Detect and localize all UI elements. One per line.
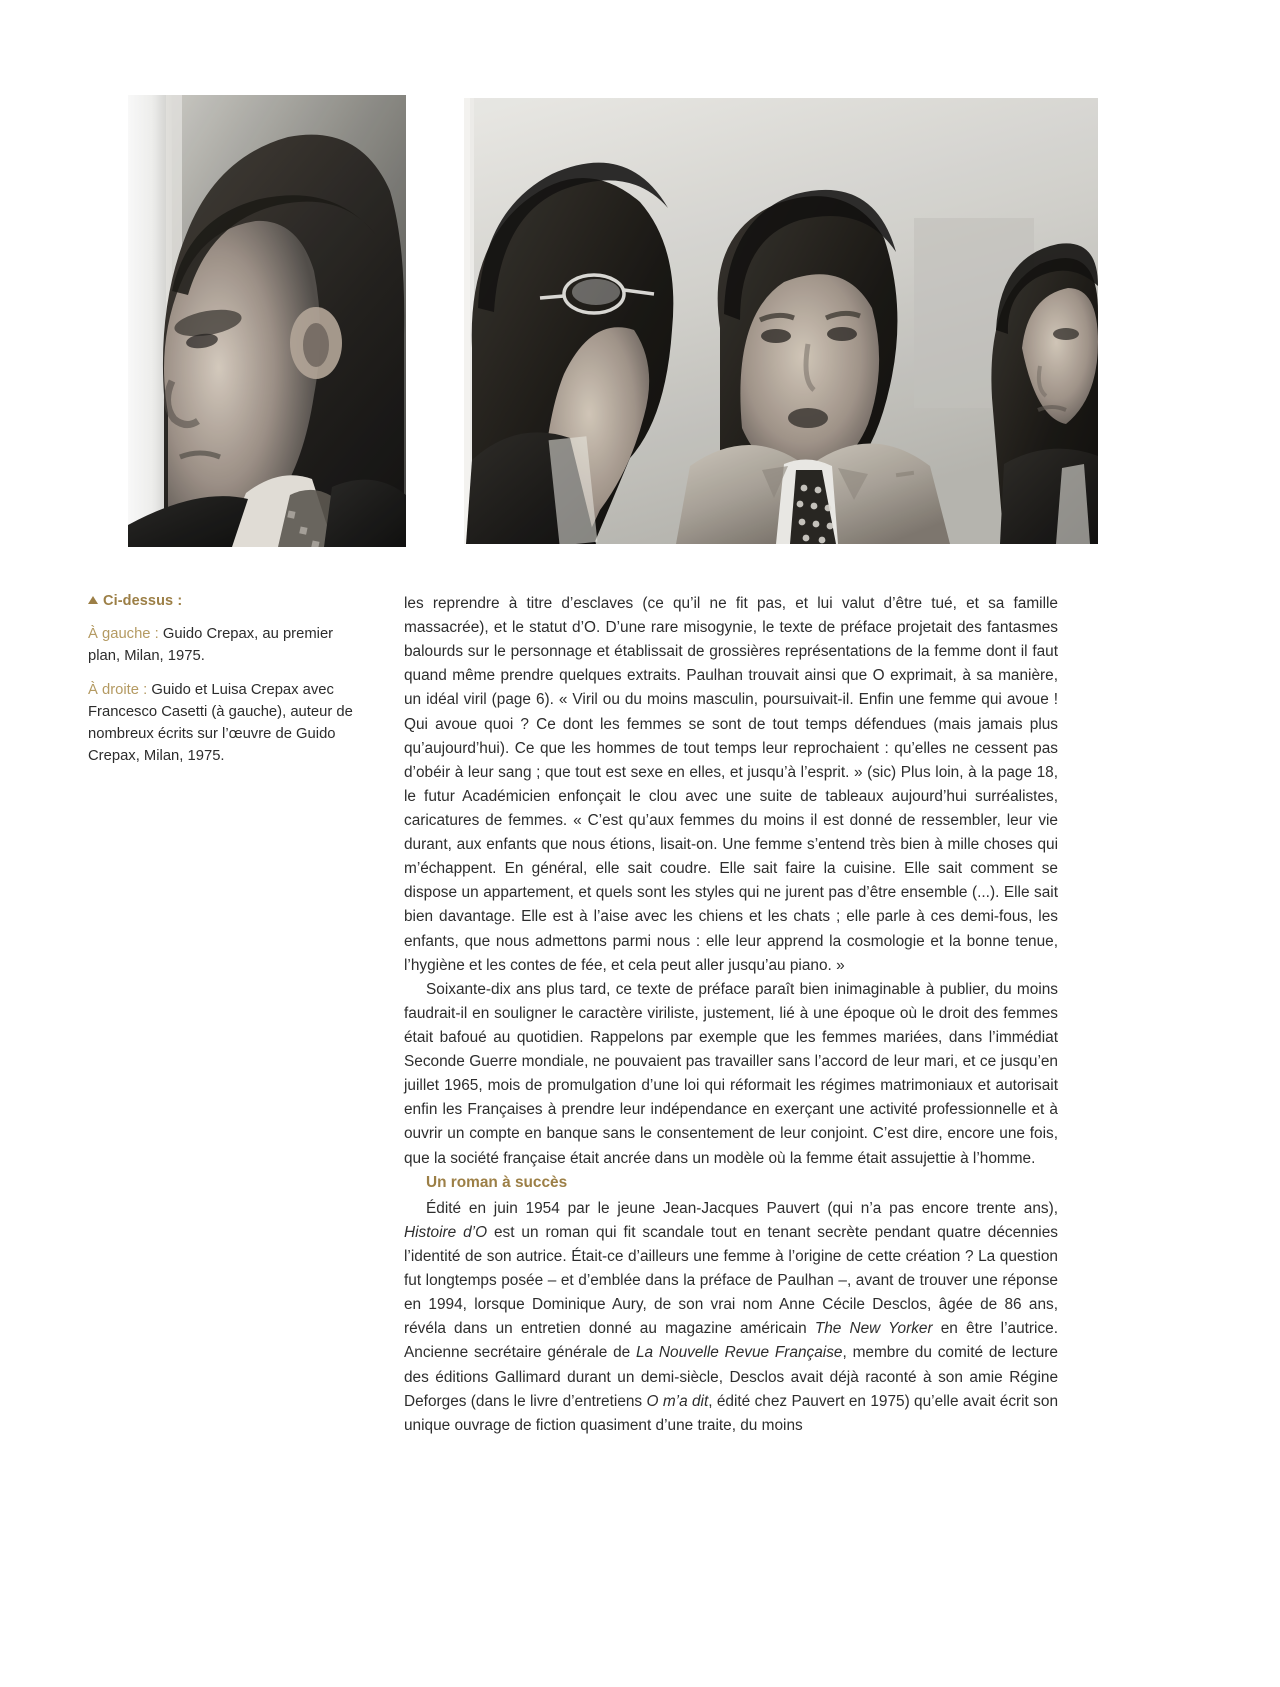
p3-segment-4: , membre du comité de lecture des éditions Gallimard durant un demi-siècle, Desclos avait déjà raconté à son amie Régine Deforges (dans le livre d’entretiens — [404, 1344, 1058, 1410]
caption-entry-left — [88, 624, 356, 668]
photo-right-graphic — [444, 98, 1098, 544]
body-paragraph-3 — [404, 1197, 1058, 1438]
caption-entry-right-text: Guido et Luisa Crepax avec Francesco Casetti (à gauche), auteur de nombreux écrits sur l’œuvre de Guido Crepax, Milan, 1975. — [88, 682, 353, 764]
p3-segment-5: , édité chez Pauvert en 1975) qu’elle avait écrit son unique ouvrage de fiction quasiment d’une traite, du moins — [404, 1392, 1058, 1434]
photo-guido-crepax-profile — [128, 95, 406, 547]
caption-heading-label: Ci-dessus : — [103, 593, 183, 609]
title-histoire-do: Histoire d’O — [404, 1223, 488, 1241]
body-paragraph-2: Soixante-dix ans plus tard, ce texte de préface paraît bien inimaginable à publier, du moins faudrait-il en souligner le caractère viriliste, justement, lié à une époque où le droit des femmes était bafoué au quotidien. Rappelons par exemple que les femmes mariées, dans l’immédiat Seconde Guerre mondiale, ne pouvaient pas travailler sans l’accord de leur mari, et ce jusqu’en juillet 1965, mois de promulgation d’une loi qui réformait les régimes matrimoniaux et autorisait enfin les Françaises à prendre leur indépendance en exerçant une activité professionnelle et à ouvrir un compte en banque sans le consentement de leur conjoint. C’est dire, encore une fois, que la société française était ancrée dans un modèle où la femme était assujettie à l’homme. — [404, 980, 1058, 1167]
caption-entry-left-text: Guido Crepax, au premier plan, Milan, 1975. — [88, 625, 334, 664]
article-body-column — [404, 592, 1058, 1438]
title-the-new-yorker: The New Yorker — [814, 1320, 933, 1338]
triangle-up-icon — [88, 596, 98, 604]
caption-entry-right-lead: À droite : — [88, 682, 148, 699]
p3-segment-3: en être l’autrice. Ancienne secrétaire générale de — [404, 1320, 1058, 1362]
title-nouvelle-revue-francaise: La Nouvelle Revue Française — [636, 1344, 843, 1362]
p3-segment-2: est un roman qui fit scandale tout en tenant secrète pendant quatre décennies l’identité de son autrice. Était-ce d’ailleurs une femme à l’origine de cette création ? La question fut longtemps posée – et d’emblée dans la préface de Paulhan –, avant de trouver une réponse en 1994, lorsque Dominique Aury, de son vrai nom Anne Cécile Desclos, âgée de 86 ans, révéla dans un entretien donné au magazine américain — [404, 1223, 1058, 1338]
photo-crepax-casetti-group — [444, 98, 1098, 544]
p3-segment-1: Édité en juin 1954 par le jeune Jean-Jacques Pauvert (qui n’a pas encore trente ans), — [426, 1199, 1058, 1217]
body-paragraph-1: les reprendre à titre d’esclaves (ce qu’il ne fit pas, et lui valut d’être tué, et sa famille massacrée), et le statut d’O. D’une rare misogynie, le texte de préface projetait des fantasmes balourds sur le personnage et établissait de grossières représentations de la femme dont il faut quand même prendre quelques extraits. Paulhan trouvait ainsi que O exprimait, à sa manière, un idéal viril (page 6). « Viril ou du moins masculin, poursuivait-il. Enfin une femme qui avoue ! Qui avoue quoi ? Ce dont les femmes se sont de tout temps défendues (mais jamais plus qu’aujourd’hui). Ce que les hommes de tout temps leur reprochaient : qu’elles ne cessent pas d’obéir à leur sang ; que tout est sexe en elles, et jusqu’à l’esprit. » (sic) Plus loin, à la page 18, le futur Académicien enfonçait le clou avec une suite de tableaux aujourd’hui surréalistes, caricatures de femmes. « C’est qu’aux femmes du moins il est donné de ressembler, leur vie durant, aux enfants que nous étions, lisait-on. Une femme s’entend très bien à mille choses qui m’échappent. En général, elle sait coudre. Elle sait faire la cuisine. Elle sait comment se dispose un appartement, et quels sont les styles qui ne jurent pas d’être ensemble (...). Elle sait bien davantage. Elle est à l’aise avec les chiens et les chats ; elle parle à ces demi-fous, les enfants, que nous admettons parmi nous : elle leur apprend la cosmologie et la bonne tenue, l’hygiène et les contes de fée, et cela peut aller jusqu’au piano. » — [404, 595, 1058, 974]
section-heading-un-roman-a-succes: Un roman à succès — [426, 1173, 568, 1191]
caption-entry-left-lead: À gauche : — [88, 625, 159, 642]
photo-left-graphic — [128, 95, 406, 547]
caption-entry-right — [88, 680, 356, 767]
title-o-ma-dit: O m’a dit — [646, 1392, 709, 1410]
caption-heading — [88, 592, 356, 611]
figure-caption-column — [88, 592, 356, 767]
photo-row — [0, 0, 1280, 560]
